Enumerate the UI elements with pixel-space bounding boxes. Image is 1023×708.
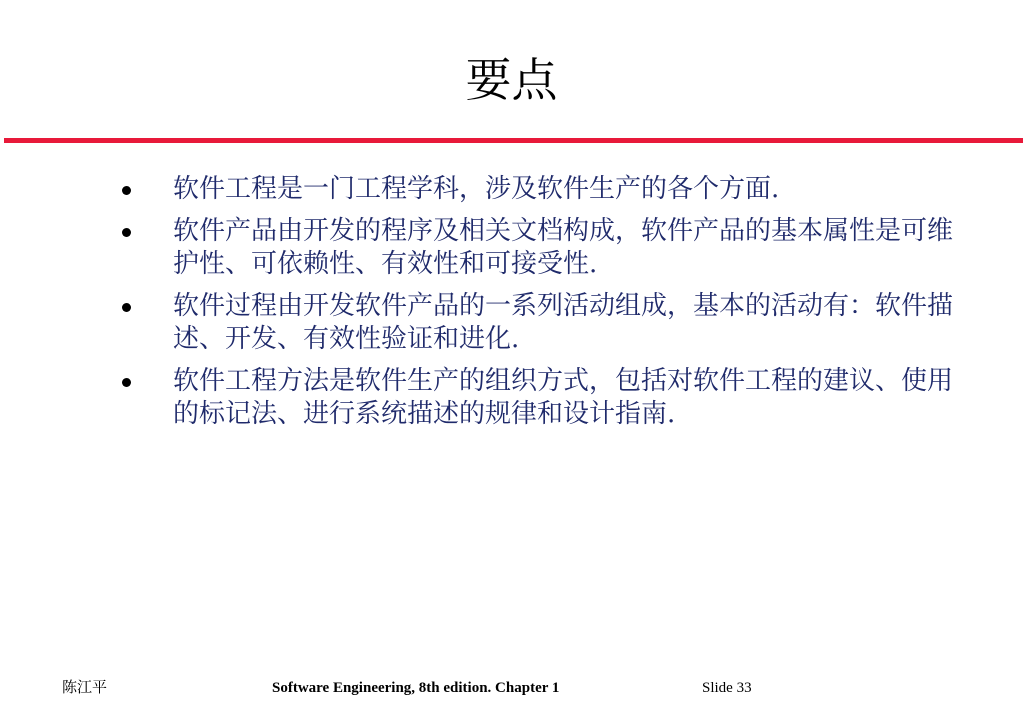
- bullet-text: 软件过程由开发软件产品的一系列活动组成，基本的活动有：软件描述、开发、有效性验证和进化.: [173, 291, 954, 354]
- title-divider: [4, 138, 1023, 143]
- bullet-dot-icon: [122, 186, 131, 195]
- bullet-item: [118, 290, 968, 356]
- bullet-dot-icon: [122, 378, 131, 387]
- footer-book-title: Software Engineering, 8th edition. Chapter 1: [272, 680, 560, 696]
- bullet-text: 软件产品由开发的程序及相关文档构成，软件产品的基本属性是可维护性、可依赖性、有效性和可接受性.: [173, 216, 954, 279]
- bullet-text: 软件工程是一门工程学科，涉及软件生产的各个方面.: [173, 174, 780, 204]
- slide-title: 要点: [465, 53, 558, 107]
- bullet-item: [118, 365, 968, 431]
- bullet-dot-icon: [122, 303, 131, 312]
- footer-slide-number: Slide 33: [702, 680, 752, 696]
- bullet-item: [118, 173, 968, 206]
- footer-author: 陈江平: [62, 680, 108, 696]
- bullet-dot-icon: [122, 228, 131, 237]
- bullet-item: [118, 215, 968, 281]
- bullet-list: [118, 173, 968, 440]
- bullet-text: 软件工程方法是软件生产的组织方式，包括对软件工程的建议、使用的标记法、进行系统描述的规律和设计指南.: [173, 366, 954, 429]
